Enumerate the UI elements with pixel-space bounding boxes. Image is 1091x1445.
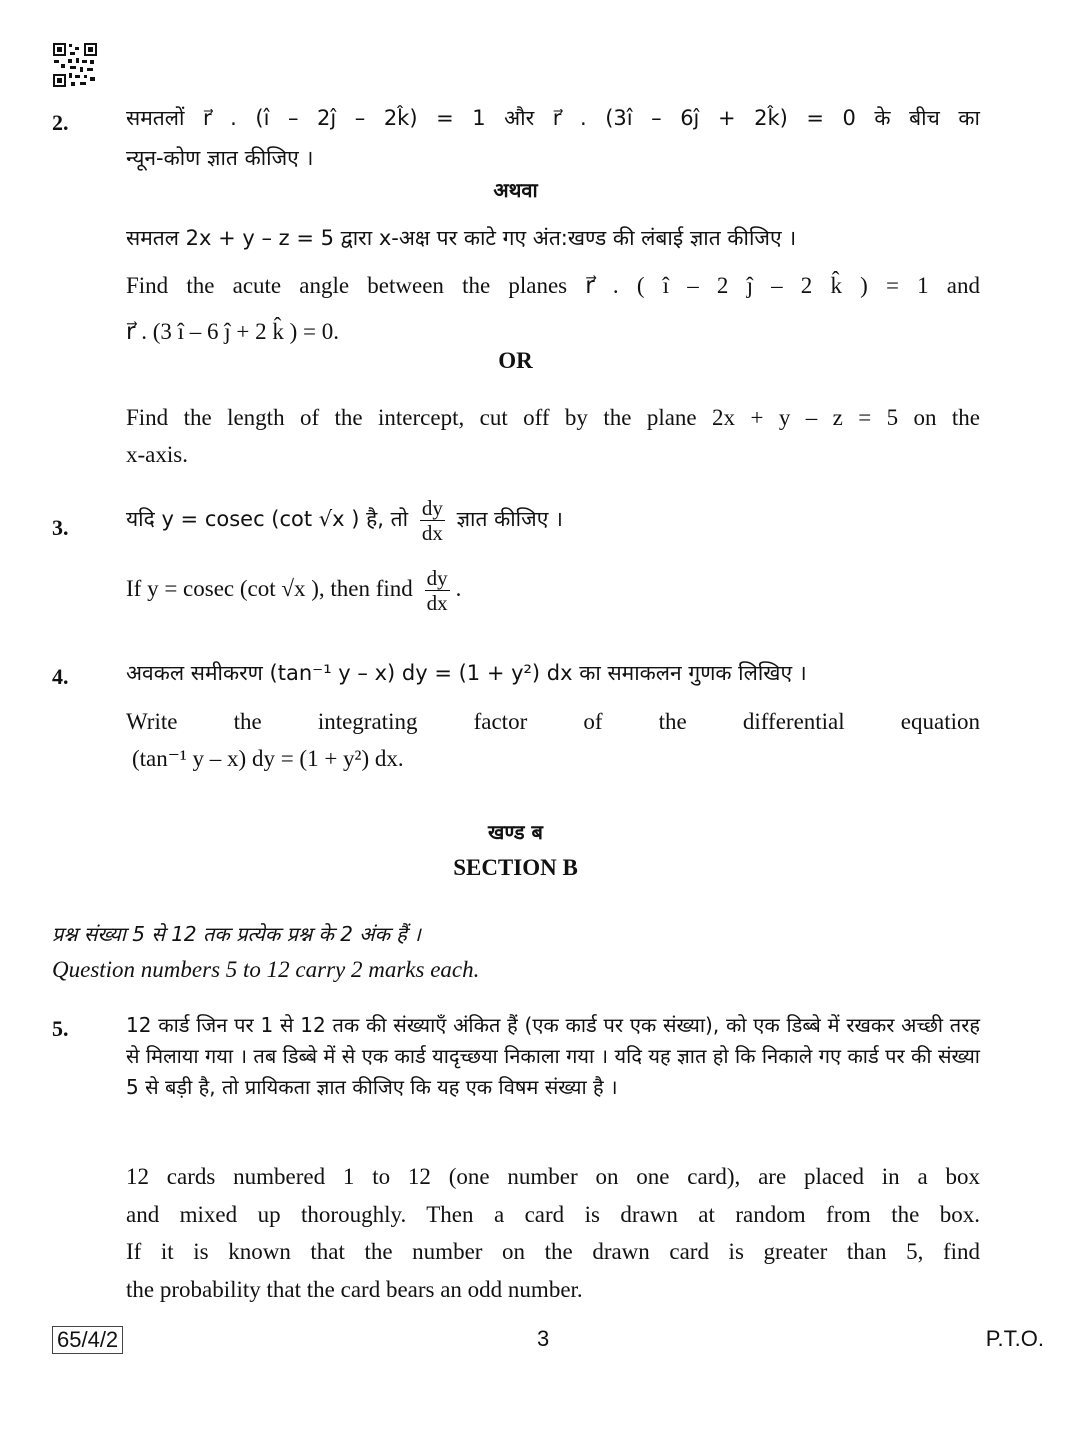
fraction-denominator: dx — [426, 591, 448, 616]
paper-code: 65/4/2 — [52, 1326, 123, 1354]
question-number: 2. — [52, 110, 69, 135]
fraction-numerator: dy — [421, 496, 443, 520]
or-hindi: अथवा — [493, 178, 538, 202]
marks-note-hindi: प्रश्न संख्या 5 से 12 तक प्रत्येक प्रश्न के 2 अंक हैं । — [52, 922, 421, 946]
q2-hindi-line1: समतलों r⃗ . (î – 2ĵ – 2k̂) = 1 और r⃗ . (3î – 6ĵ + 2k̂) = 0 के बीच का — [126, 106, 980, 130]
q2-english-alternative-line1: Find the length of the intercept, cut off by the plane 2x + y – z = 5 on the — [126, 405, 980, 430]
qr-code-icon — [52, 42, 98, 88]
page-number: 3 — [537, 1326, 550, 1351]
fraction-denominator: dx — [421, 521, 443, 546]
q2-hindi-alternative: समतल 2x + y – z = 5 द्वारा x-अक्ष पर काटे गए अंत:खण्ड की लंबाई ज्ञात कीजिए । — [126, 226, 797, 250]
q5-english-line3: If it is known that the number on the drawn card is greater than 5, find — [126, 1239, 980, 1264]
q2-english-line2: r⃗ . (3 î – 6 ĵ + 2 k̂ ) = 0. — [126, 319, 339, 344]
q4-hindi: अवकल समीकरण (tan⁻¹ y – x) dy = (1 + y²) dx का समाकलन गुणक लिखिए । — [126, 661, 807, 685]
marks-note-english: Question numbers 5 to 12 carry 2 marks each. — [52, 957, 480, 982]
q3-english-suffix: . — [455, 575, 462, 601]
q3-hindi — [126, 496, 981, 545]
q2-english-line1: Find the acute angle between the planes r⃗ . ( î – 2 ĵ – 2 k̂ ) = 1 and — [126, 273, 980, 298]
question-number: 3. — [52, 515, 69, 540]
q5-english-line4: the probability that the card bears an odd number. — [126, 1277, 583, 1302]
q5-hindi: 12 कार्ड जिन पर 1 से 12 तक की संख्याएँ अंकित हैं (एक कार्ड पर एक संख्या), को एक डिब्बे में रखकर अच्छी तरह से मिलाया गया । तब डिब्बे में से एक कार्ड यादृच्छया निकाला गया । यदि यह ज्ञात हो कि निकाले गए कार्ड पर की संख्या 5 से बड़ी है, तो प्रायिकता ज्ञात कीजिए कि यह एक विषम संख्या है । — [126, 1013, 980, 1099]
q5-english-line2: and mixed up thoroughly. Then a card is drawn at random from the box. — [126, 1202, 980, 1227]
derivative-fraction — [420, 496, 445, 545]
question-number: 5. — [52, 1016, 69, 1041]
q5-english-line1: 12 cards numbered 1 to 12 (one number on one card), are placed in a box — [126, 1164, 980, 1189]
or-english: OR — [498, 348, 533, 373]
derivative-fraction — [425, 566, 450, 615]
question-number: 4. — [52, 664, 69, 689]
q3-english — [126, 566, 981, 615]
q3-hindi-text: यदि y = cosec (cot √x ) है, तो — [126, 506, 409, 531]
fraction-numerator: dy — [426, 566, 448, 590]
q2-english-alternative-line2: x-axis. — [126, 442, 188, 467]
q3-hindi-suffix: ज्ञात कीजिए । — [456, 506, 563, 531]
q4-english-line1: Write the integrating factor of the differential equation — [126, 709, 980, 734]
q4-english-line2: (tan⁻¹ y – x) dy = (1 + y²) dx. — [132, 746, 404, 771]
please-turn-over: P.T.O. — [985, 1326, 1044, 1351]
section-heading: SECTION B — [453, 855, 578, 880]
q3-english-text: If y = cosec (cot √x ), then find — [126, 575, 413, 601]
q2-hindi-line2: न्यून-कोण ज्ञात कीजिए । — [126, 146, 314, 170]
section-heading-hindi: खण्ड ब — [488, 820, 543, 844]
